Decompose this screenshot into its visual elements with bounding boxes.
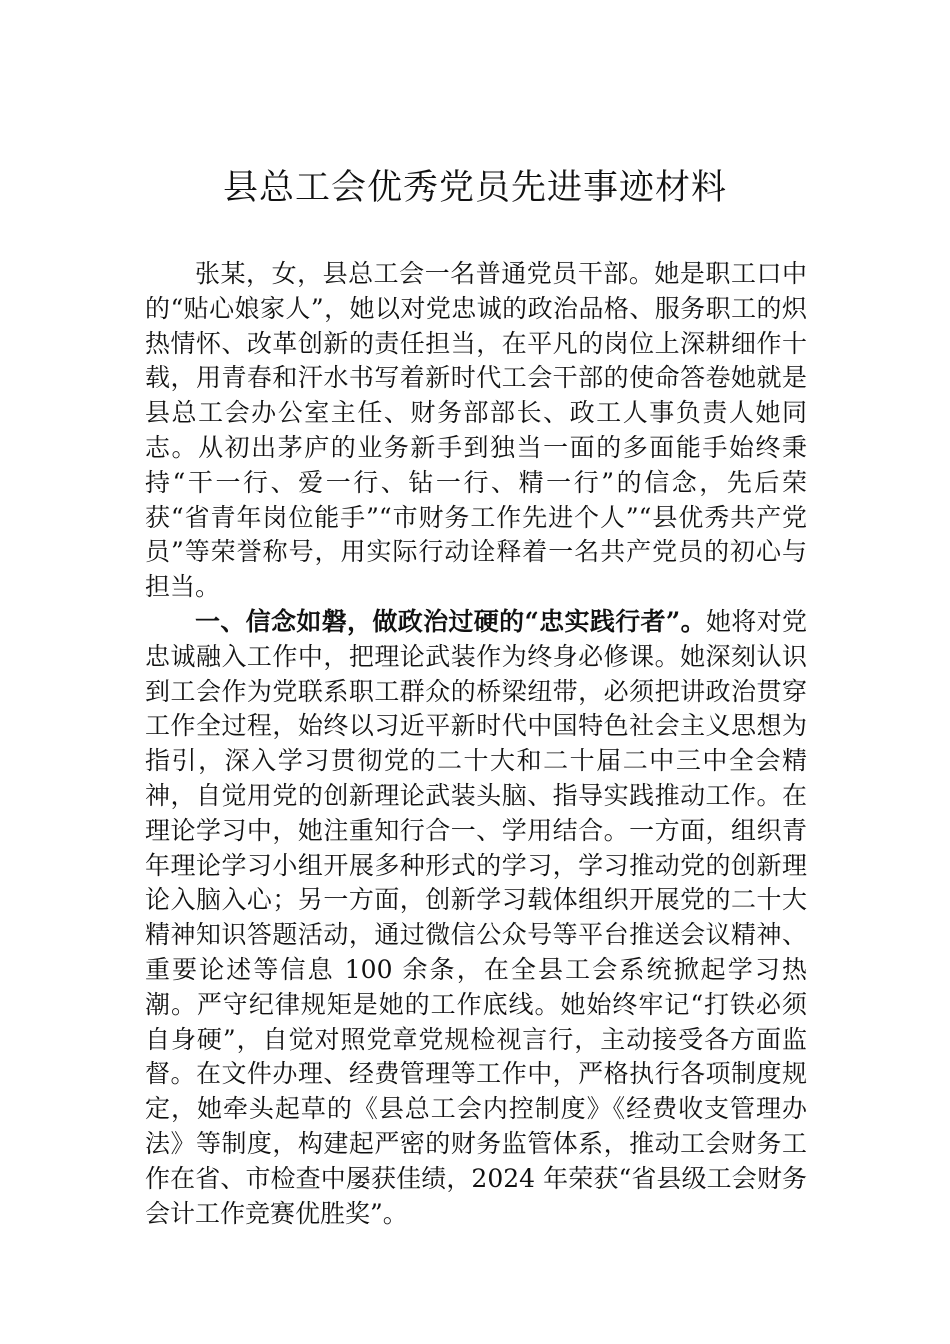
section-1-heading: 一、信念如磐，做政治过硬的“忠实践行者”。 <box>195 606 706 636</box>
document-title: 县总工会优秀党员先进事迹材料 <box>222 168 727 208</box>
section-1-body: 她将对党忠诚融入工作中，把理论武装作为终身必修课。她深刻认识到工会作为党联系职工群众的桥梁纽带，必须把讲政治贯穿工作全过程，始终以习近平新时代中国特色社会主义思想为指引，深入学习贯彻党的二十大和二十届二中三中全会精神，自觉用党的创新理论武装头脑、指导实践推动工作。在理论学习中，她注重知行合一、学用结合。一方面，组织青年理论学习小组开展多种形式的学习，学习推动党的创新理论入脑入心；另一方面，创新学习载体组织开展党的二十大精神知识答题活动，通过微信公众号等平台推送会议精神、重要论述等信息 100 余条，在全县工会系统掀起学习热潮。严守纪律规矩是她的工作底线。她始终牢记“打铁必须自身硬”，自觉对照党章党规检视言行，主动接受各方面监督。在文件办理、经费管理等工作中，严格执行各项制度规定，她牵头起草的《县总工会内控制度》《经费收支管理办法》等制度，构建起严密的财务监管体系，推动工会财务工作在省、市检查中屡获佳绩，2024 年荣获“省县级工会财务会计工作竞赛优胜奖”。 <box>145 606 807 1228</box>
intro-paragraph: 张某，女，县总工会一名普通党员干部。她是职工口中的“贴心娘家人”，她以对党忠诚的政治品格、服务职工的炽热情怀、改革创新的责任担当，在平凡的岗位上深耕细作十载，用青春和汗水书写着新时代工会干部的使命答卷她就是县总工会办公室主任、财务部部长、政工人事负责人她同志。从初出茅庐的业务新手到独当一面的多面能手始终秉持“干一行、爱一行、钻一行、精一行”的信念，先后荣获“省青年岗位能手”“市财务工作先进个人”“县优秀共产党员”等荣誉称号，用实际行动诠释着一名共产党员的初心与担当。 <box>145 259 807 602</box>
document-body <box>145 257 807 1231</box>
section-1-paragraph <box>145 605 807 1231</box>
